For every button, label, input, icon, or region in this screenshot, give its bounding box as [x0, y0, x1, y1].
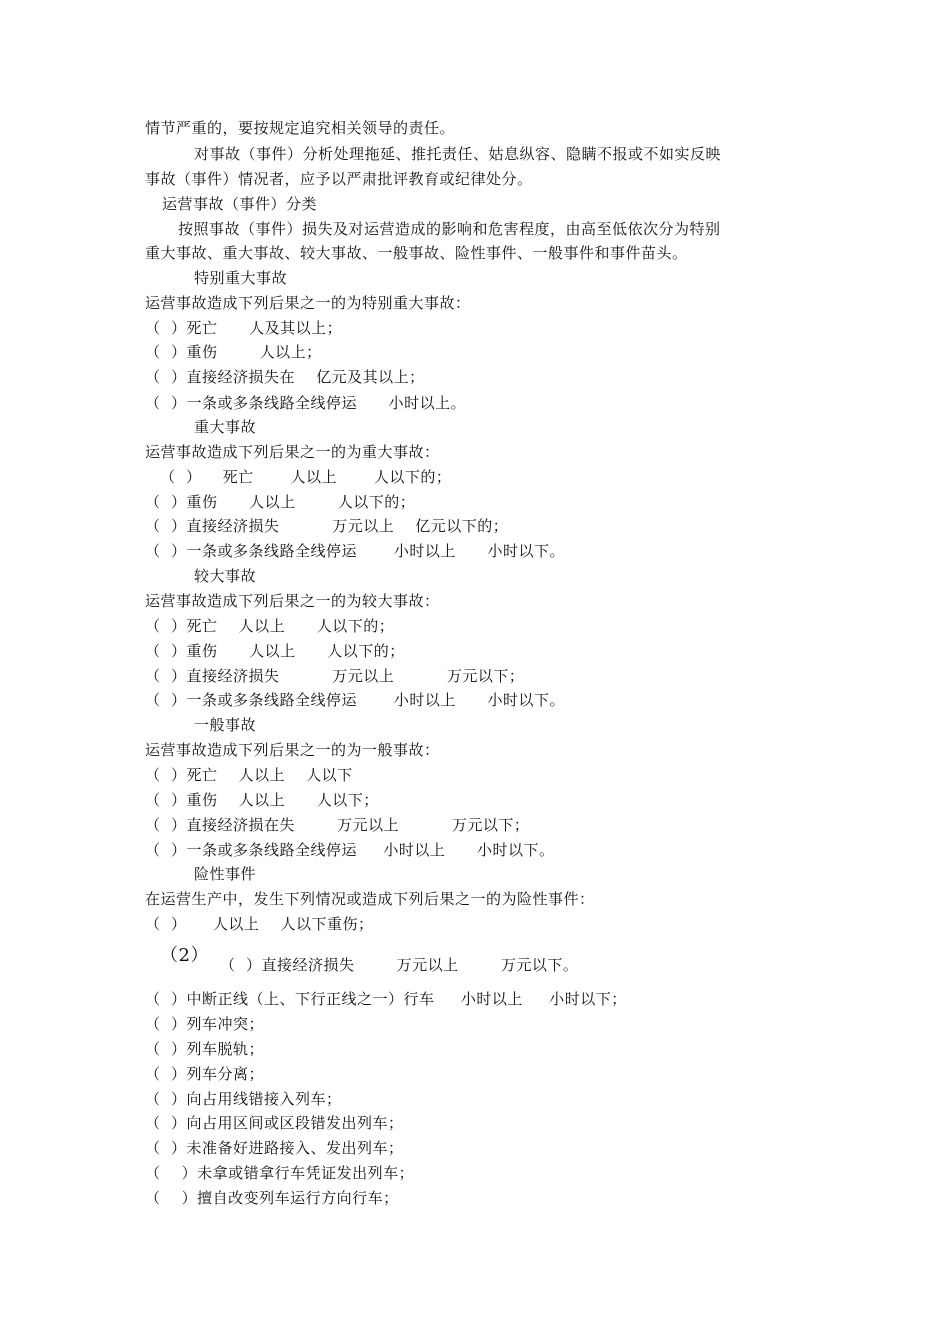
text-line: （ ）死亡 人及其以上； [145, 319, 343, 337]
text-line: 情节严重的，要按规定追究相关领导的责任。 [145, 119, 456, 137]
text-line: （ ）直接经济损在失 万元以上 万元以下； [145, 816, 530, 834]
text-line: （ ）向占用线错接入列车； [145, 1090, 342, 1108]
text-line: 较大事故 [194, 567, 257, 585]
text-line: （ ）死亡 人以上 人以下的； [145, 617, 395, 635]
text-line: （ ）直接经济损失在 亿元及其以上； [145, 368, 425, 386]
text-line: （ ）直接经济损失 万元以上 万元以下； [145, 667, 525, 685]
text-line: （ ）重伤 人以上 人以下； [145, 791, 379, 809]
text-line: （ ）直接经济损失 万元以上 亿元以下的； [145, 517, 509, 535]
text-line: 重大事故 [194, 418, 257, 436]
text-line: 一般事故 [194, 716, 257, 734]
text-line: 特别重大事故 [194, 269, 288, 287]
text-line: 险性事件 [194, 865, 257, 883]
text-line: （ ）直接经济损失 万元以上 万元以下。 [220, 956, 579, 974]
text-line: （ ）列车冲突； [145, 1015, 265, 1033]
text-line: 运营事故造成下列后果之一的为一般事故： [145, 741, 440, 759]
text-line: （ ）列车脱轨； [145, 1040, 265, 1058]
text-line: （ ）列车分离； [145, 1065, 265, 1083]
text-line: （ ）重伤 人以上 人以下的； [145, 493, 416, 511]
text-line: （ ）一条或多条线路全线停运 小时以上。 [145, 394, 467, 412]
text-line: （ ）重伤 人以上 人以下的； [145, 642, 405, 660]
text-line: （ ）死亡 人以上 人以下 [145, 766, 353, 784]
text-line: （ ）一条或多条线路全线停运 小时以上 小时以下。 [145, 542, 566, 560]
text-line: （ ）向占用区间或区段错发出列车； [145, 1114, 404, 1132]
text-line: 在运营生产中，发生下列情况或造成下列后果之一的为险性事件： [145, 890, 595, 908]
text-line: （ ）一条或多条线路全线停运 小时以上 小时以下。 [145, 841, 555, 859]
text-line: 事故（事件）情况者，应予以严肃批评教育或纪律处分。 [145, 170, 533, 188]
text-line: （ ）未准备好进路接入、发出列车； [145, 1139, 404, 1157]
text-line: （ ）重伤 人以上； [145, 343, 322, 361]
text-line: 对事故（事件）分析处理拖延、推托责任、姑息纵容、隐瞒不报或不如实反映 [194, 145, 722, 163]
text-line: （ ）擅自改变列车运行方向行车； [145, 1189, 399, 1207]
text-line: 运营事故造成下列后果之一的为重大事故： [145, 443, 440, 461]
text-line: （ ）中断正线（上、下行正线之一）行车 小时以上 小时以下； [145, 990, 627, 1008]
item-number-marker: （2） [160, 945, 209, 966]
text-line: 运营事故造成下列后果之一的为较大事故： [145, 592, 440, 610]
text-line: 运营事故造成下列后果之一的为特别重大事故： [145, 294, 471, 312]
text-line: 运营事故（事件）分类 [162, 195, 318, 213]
text-line: （ ）未拿或错拿行车凭证发出列车； [145, 1164, 415, 1182]
text-line: （ ） 死亡 人以上 人以下的； [160, 468, 452, 486]
text-line: 按照事故（事件）损失及对运营造成的影响和危害程度，由高至低依次分为特别 [178, 220, 721, 238]
text-line: 重大事故、重大事故、较大事故、一般事故、险性事件、一般事件和事件苗头。 [145, 244, 688, 262]
text-line: （ ） 人以上 人以下重伤； [145, 915, 374, 933]
text-line: （ ）一条或多条线路全线停运 小时以上 小时以下。 [145, 691, 566, 709]
